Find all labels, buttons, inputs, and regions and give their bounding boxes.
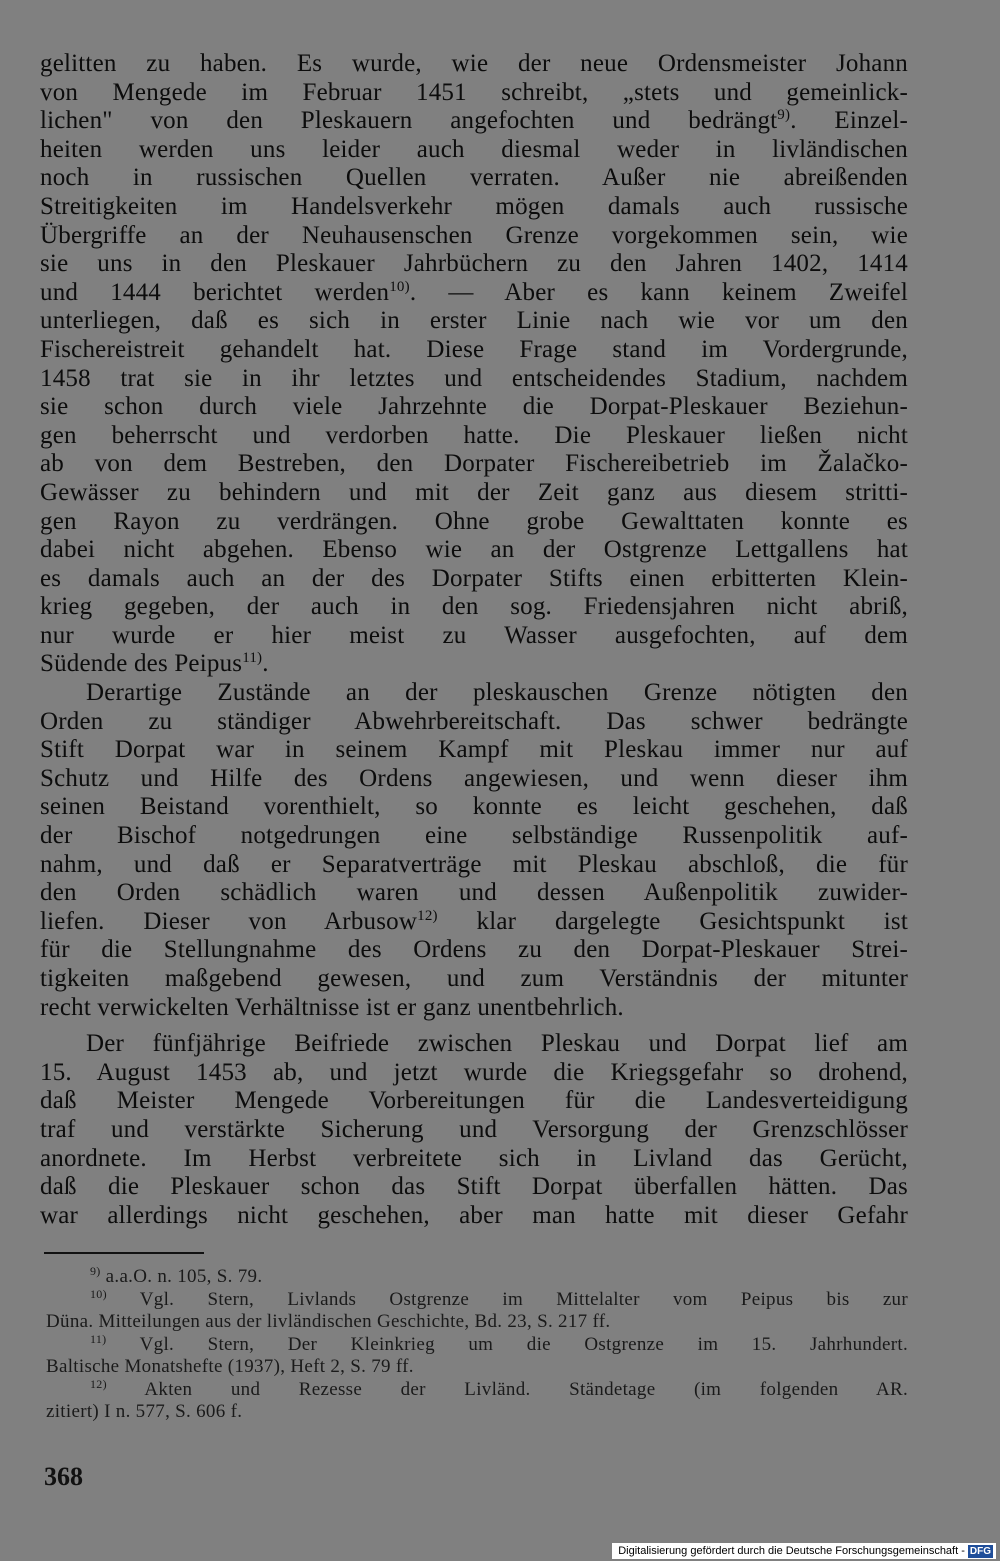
text-segment: anordnete. Im Herbst verbreitete sich in Livland das Gerücht, bbox=[40, 1144, 908, 1172]
text-line bbox=[40, 536, 908, 565]
footnote-number: 12) bbox=[90, 1376, 107, 1391]
text-segment: Übergriffe an der Neuhausenschen Grenze vorgekommen sein, wie bbox=[40, 221, 908, 249]
text-line bbox=[40, 450, 908, 479]
digitization-credit bbox=[612, 1543, 996, 1559]
paragraph-gap bbox=[40, 1022, 908, 1030]
text-line bbox=[40, 994, 908, 1023]
text-line bbox=[40, 1202, 908, 1231]
footnote-line bbox=[46, 1286, 908, 1312]
text-segment: . Einzel- bbox=[790, 107, 908, 135]
text-segment: 1458 trat sie in ihr letztes und entscheidendes Stadium, nachdem bbox=[40, 364, 908, 392]
text-line bbox=[40, 765, 908, 794]
text-line bbox=[40, 50, 908, 79]
footnote-line bbox=[46, 1356, 908, 1379]
text-segment: von Mengede im Februar 1451 schreibt, „stets und gemeinlick- bbox=[40, 78, 908, 106]
text-segment: nahm, und daß er Separatverträge mit Pleskau abschloß, die für bbox=[40, 850, 908, 878]
text-segment: Derartige Zustände an der pleskauschen Grenze nötigten den bbox=[86, 679, 908, 707]
text-segment: Der fünfjährige Beifriede zwischen Pleskau und Dorpat lief am bbox=[86, 1030, 908, 1058]
text-segment: gelitten zu haben. Es wurde, wie der neue Ordensmeister Johann bbox=[40, 50, 908, 77]
footnote-number: 9) bbox=[90, 1264, 101, 1278]
text-line bbox=[40, 393, 908, 422]
text-segment: . — Aber es kann keinem Zweifel bbox=[409, 278, 908, 306]
text-segment: . bbox=[262, 650, 269, 678]
text-line bbox=[40, 851, 908, 880]
text-segment: tigkeiten maßgebend gewesen, und zum Verständnis der mitunter bbox=[40, 965, 908, 992]
footnote-line bbox=[46, 1376, 908, 1402]
footnote-line bbox=[46, 1401, 908, 1424]
text-line bbox=[40, 708, 908, 737]
footnote-text: Baltische Monatshefte (1937), Heft 2, S. 79 ff. bbox=[46, 1356, 414, 1377]
text-segment: daß die Pleskauer schon das Stift Dorpat überfallen hätten. Das bbox=[40, 1173, 908, 1201]
text-segment: war allerdings nicht geschehen, aber man hatte mit dieser Gefahr bbox=[40, 1201, 908, 1229]
text-line bbox=[40, 79, 908, 108]
footnote-line bbox=[46, 1331, 908, 1357]
text-segment: seinen Beistand vorenthielt, so konnte es leicht geschehen, daß bbox=[40, 793, 908, 821]
footnote-text: Düna. Mitteilungen aus der livländischen Geschichte, Bd. 23, S. 217 ff. bbox=[46, 1311, 611, 1332]
text-segment: traf und verstärkte Sicherung und Versorgung der Grenzschlösser bbox=[40, 1115, 908, 1143]
text-line bbox=[40, 1030, 908, 1059]
text-line bbox=[40, 822, 908, 851]
text-line bbox=[40, 479, 908, 508]
footnote-number: 10) bbox=[90, 1286, 107, 1301]
text-line bbox=[40, 679, 908, 708]
text-segment: sie uns in den Pleskauer Jahrbüchern zu den Jahren 1402, 1414 bbox=[40, 250, 908, 278]
text-line bbox=[40, 593, 908, 622]
text-segment: der Bischof notgedrungen eine selbständige Russenpolitik auf- bbox=[40, 822, 908, 850]
main-text bbox=[40, 50, 908, 1230]
footnote-marker: 11) bbox=[242, 650, 263, 667]
page-number: 368 bbox=[44, 1462, 83, 1491]
text-line bbox=[40, 193, 908, 222]
text-line bbox=[40, 365, 908, 394]
text-segment: krieg gegeben, der auch in den sog. Friedensjahren nicht abriß, bbox=[40, 593, 908, 621]
text-line bbox=[40, 222, 908, 251]
footnote-separator bbox=[44, 1252, 204, 1254]
text-line bbox=[40, 164, 908, 193]
footnote-number: 11) bbox=[90, 1331, 107, 1346]
text-line bbox=[40, 336, 908, 365]
text-segment: klar dargelegte Gesichtspunkt ist bbox=[437, 907, 909, 935]
text-segment: Orden zu ständiger Abwehrbereitschaft. Das schwer bedrängte bbox=[40, 707, 908, 735]
text-segment: Südende des Peipus bbox=[40, 650, 243, 678]
text-segment: gen Rayon zu verdrängen. Ohne grobe Gewalttaten konnte es bbox=[40, 507, 908, 535]
footnote-text: Akten und Rezesse der Livländ. Ständetage (im folgenden AR. bbox=[106, 1378, 908, 1400]
text-line bbox=[40, 1173, 908, 1202]
text-line bbox=[40, 650, 908, 679]
text-segment: dabei nicht abgehen. Ebenso wie an der Ostgrenze Lettgallens hat bbox=[40, 536, 908, 564]
text-segment: Schutz und Hilfe des Ordens angewiesen, und wenn dieser ihm bbox=[40, 764, 908, 792]
footnote-text: Vgl. Stern, Livlands Ostgrenze im Mittelalter vom Peipus bis zur bbox=[106, 1288, 908, 1310]
text-segment: nur wurde er hier meist zu Wasser ausgefochten, auf dem bbox=[40, 621, 908, 649]
text-segment: für die Stellungnahme des Ordens zu den Dorpat-Pleskauer Strei- bbox=[40, 936, 908, 964]
text-line bbox=[40, 908, 908, 937]
footnote-text: a.a.O. n. 105, S. 79. bbox=[100, 1266, 263, 1287]
text-line bbox=[40, 250, 908, 279]
text-segment: daß Meister Mengede Vorbereitungen für die Landesverteidigung bbox=[40, 1087, 908, 1115]
text-segment: sie schon durch viele Jahrzehnte die Dorpat-Pleskauer Beziehun- bbox=[40, 393, 908, 421]
text-segment: 15. August 1453 ab, und jetzt wurde die Kriegsgefahr so drohend, bbox=[40, 1058, 908, 1086]
text-segment: und 1444 berichtet werden bbox=[40, 278, 390, 306]
text-line bbox=[40, 307, 908, 336]
text-segment: Stift Dorpat war in seinem Kampf mit Pleskau immer nur auf bbox=[40, 736, 908, 764]
text-segment: noch in russischen Quellen verraten. Außer nie abreißenden bbox=[40, 164, 908, 192]
footnote-marker: 10) bbox=[389, 278, 410, 295]
text-line bbox=[40, 279, 908, 308]
text-segment: Fischereistreit gehandelt hat. Diese Frage stand im Vordergrunde, bbox=[40, 335, 908, 363]
footnotes bbox=[46, 1266, 908, 1424]
text-segment: Gewässer zu behindern und mit der Zeit ganz aus diesem stritti- bbox=[40, 478, 908, 506]
text-line bbox=[40, 565, 908, 594]
text-line bbox=[40, 508, 908, 537]
dfg-logo: DFG bbox=[969, 1545, 991, 1557]
footnote-line bbox=[46, 1266, 908, 1289]
text-line bbox=[40, 1087, 908, 1116]
text-line bbox=[40, 736, 908, 765]
text-line bbox=[40, 936, 908, 965]
text-line bbox=[40, 1116, 908, 1145]
text-segment: recht verwickelten Verhältnisse ist er ganz unentbehrlich. bbox=[40, 993, 624, 1021]
text-line bbox=[40, 965, 908, 994]
footnote-text: Vgl. Stern, Der Kleinkrieg um die Ostgrenze im 15. Jahrhundert. bbox=[106, 1333, 908, 1355]
text-segment: ab von dem Bestreben, den Dorpater Fischereibetrieb im Žalačko- bbox=[40, 450, 908, 478]
footnote-marker: 12) bbox=[417, 907, 438, 924]
text-line bbox=[40, 1145, 908, 1174]
text-segment: unterliegen, daß es sich in erster Linie nach wie vor um den bbox=[40, 307, 908, 335]
text-line bbox=[40, 136, 908, 165]
text-segment: den Orden schädlich waren und dessen Außenpolitik zuwider- bbox=[40, 879, 908, 907]
text-line bbox=[40, 879, 908, 908]
text-line bbox=[40, 793, 908, 822]
text-segment: es damals auch an der des Dorpater Stifts einen erbitterten Klein- bbox=[40, 564, 908, 592]
text-line bbox=[40, 1059, 908, 1088]
text-segment: lichen" von den Pleskauern angefochten und bedrängt bbox=[40, 107, 778, 135]
text-line bbox=[40, 422, 908, 451]
text-line bbox=[40, 107, 908, 136]
text-segment: heiten werden uns leider auch diesmal weder in livländischen bbox=[40, 135, 908, 163]
text-line bbox=[40, 622, 908, 651]
footnote-marker: 9) bbox=[777, 107, 791, 124]
credit-text: Digitalisierung gefördert durch die Deutsche Forschungsgemeinschaft - bbox=[618, 1545, 965, 1557]
text-segment: gen beherrscht und verdorben hatte. Die Pleskauer ließen nicht bbox=[40, 421, 908, 449]
footnote-line bbox=[46, 1311, 908, 1334]
text-segment: Streitigkeiten im Handelsverkehr mögen damals auch russische bbox=[40, 192, 908, 220]
text-segment: liefen. Dieser von Arbusow bbox=[40, 907, 418, 935]
footnote-text: zitiert) I n. 577, S. 606 f. bbox=[46, 1401, 243, 1422]
